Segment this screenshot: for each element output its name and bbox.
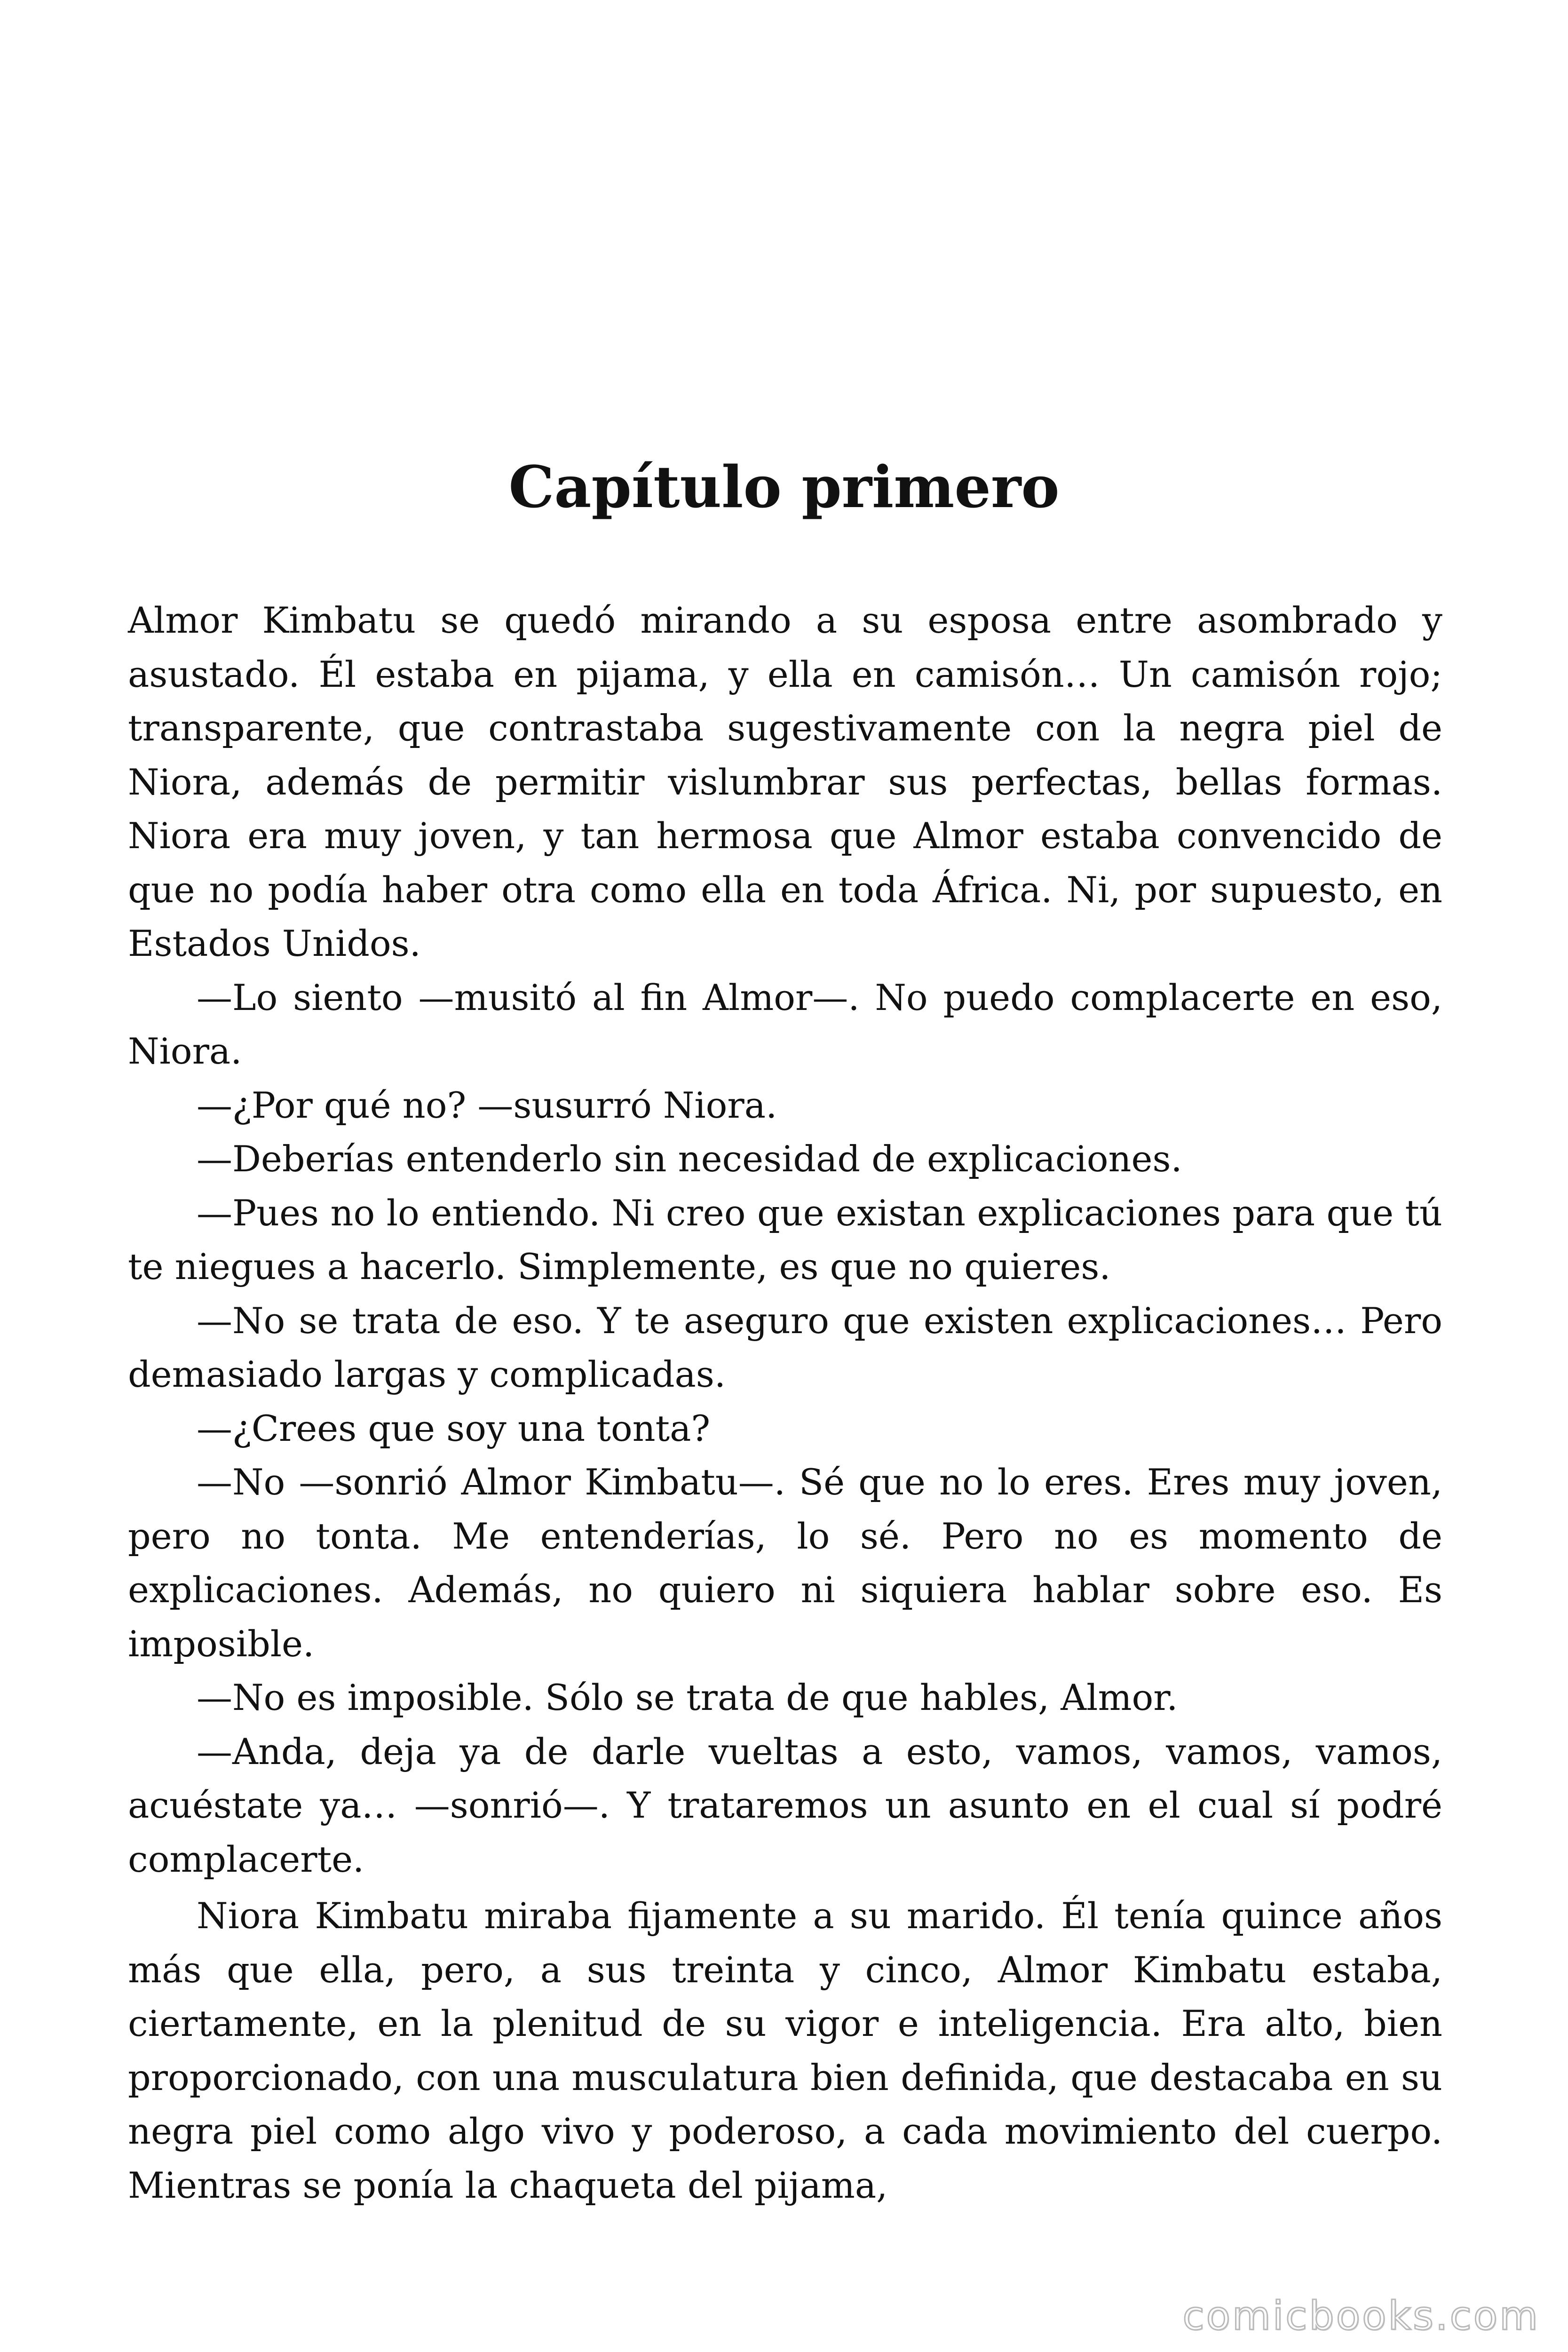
- watermark: comicbooks.com: [1182, 2293, 1540, 2339]
- dialogue-line: —No es imposible. Sólo se trata de que hables, Almor.: [197, 1677, 1178, 1718]
- dialogue-line: —Deberías entenderlo sin necesidad de explicaciones.: [197, 1138, 1182, 1180]
- chapter-body: [128, 594, 1442, 2212]
- dialogue-line: —Lo siento —musitó al fin Almor—. No puedo complacerte en eso, Niora.: [128, 976, 1442, 1072]
- paragraph: Niora Kimbatu miraba fijamente a su marido. Él tenía quince años más que ella, pero, a sus treinta y cinco, Almor Kimbatu estaba, ciertamente, en la plenitud de su vigor e inteligencia. Era alto, bien proporcionado, con una musculatura bien definida, que destacaba en su negra piel como algo vivo y poderoso, a cada movimiento del cuerpo. Mientras se ponía la chaqueta del pijama,: [128, 1895, 1442, 2206]
- dialogue-line: —¿Por qué no? —susurró Niora.: [197, 1084, 777, 1126]
- dialogue-line: —No se trata de eso. Y te aseguro que existen explicaciones… Pero demasiado largas y complicadas.: [128, 1299, 1442, 1395]
- paragraph: Almor Kimbatu se quedó mirando a su esposa entre asombrado y asustado. Él estaba en pijama, y ella en camisón… Un camisón rojo; transparente, que contrastaba sugestivamente con la negra piel de Niora, además de permitir vislumbrar sus perfectas, bellas formas. Niora era muy joven, y tan hermosa que Almor estaba convencido de que no podía haber otra como ella en toda África. Ni, por supuesto, en Estados Unidos.: [128, 599, 1442, 964]
- dialogue-line: —¿Crees que soy una tonta?: [197, 1407, 711, 1449]
- chapter-title: Capítulo primero: [508, 453, 1060, 521]
- dialogue-line: —No —sonrió Almor Kimbatu—. Sé que no lo eres. Eres muy joven, pero no tonta. Me entenderías, lo sé. Pero no es momento de explicaciones. Además, no quiero ni siquiera hablar sobre eso. Es imposible.: [128, 1461, 1442, 1665]
- dialogue-line: —Anda, deja ya de darle vueltas a esto, vamos, vamos, vamos, acuéstate ya… —sonrió—. Y trataremos un asunto en el cual sí podré complacerte.: [128, 1730, 1442, 1880]
- dialogue-line: —Pues no lo entiendo. Ni creo que existan explicaciones para que tú te niegues a hacerlo. Simplemente, es que no quieres.: [128, 1192, 1442, 1287]
